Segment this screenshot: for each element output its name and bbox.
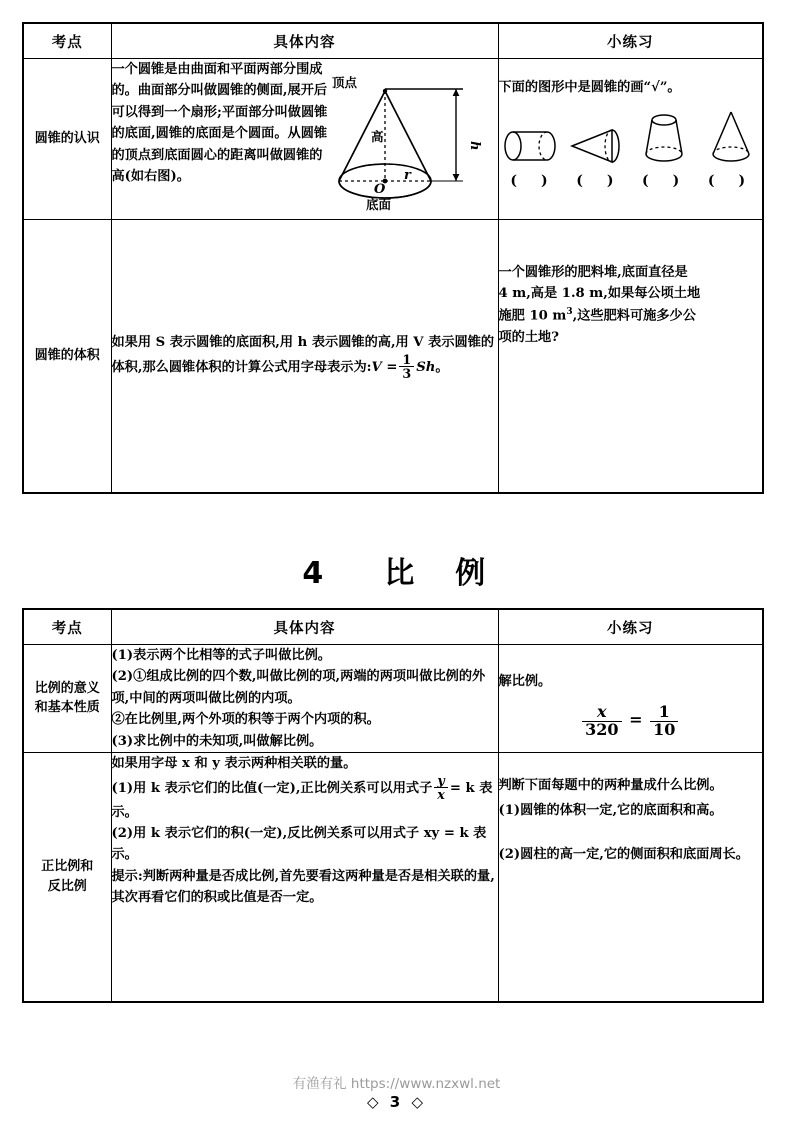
judge-item1: (1)圆锥的体积一定,它的底面积和高。 [498, 803, 723, 819]
equation-right-fraction [650, 704, 678, 738]
content-cone-recognition [111, 59, 498, 220]
answer-blank[interactable]: ( ) [510, 173, 553, 190]
frustum-shape-icon[interactable] [635, 110, 693, 166]
ratio-content-line: (2)①组成比例的四个数,叫做比例的项,两端的两项叫做比例的外项,中间的两项叫做比例的内项。 [111, 669, 486, 706]
answer-blanks [499, 170, 763, 193]
header-exercise: 小练习 [498, 23, 763, 59]
header-content: 具体内容 [111, 23, 498, 59]
exercise-prompt: 判断下面每题中的两种量成什么比例。 [498, 777, 723, 793]
section-number: 4 [302, 556, 329, 591]
page-number [0, 1093, 793, 1111]
formula-denominator: 3 [399, 366, 414, 380]
formula-fraction [399, 353, 414, 380]
answer-blank[interactable]: ( ) [642, 173, 685, 190]
content-direct-inverse-proportion [111, 752, 498, 1002]
cone-label-base: 底面 [365, 197, 391, 212]
answer-blank[interactable]: ( ) [576, 173, 619, 190]
topic-line: 比例的意义 [34, 680, 100, 696]
proportion-tip: 提示:判断两种量是否成比例,首先要看这两种量是否是相关联的量,其次再看它们的积或比值是否一定。 [111, 868, 495, 906]
table-row [23, 752, 763, 1002]
header-kaodian: 考点 [23, 23, 111, 59]
exercise-cone-recognition [498, 59, 763, 220]
content-cone-volume [111, 220, 498, 494]
ratio-knowledge-table [22, 608, 764, 1003]
exercise-prompt: 解比例。 [498, 674, 552, 689]
ratio-content-line: (3)求比例中的未知项,叫做解比例。 [111, 733, 323, 749]
proportion-intro: 如果用字母 x 和 y 表示两种相关联的量。 [111, 755, 357, 771]
cone-recognition-text: 一个圆锥是由曲面和平面两部分围成的。曲面部分叫做圆锥的侧面,展开后可以得到一个扇形;平面部分叫做圆锥的底面,圆锥的底面是个圆面。从圆锥的顶点到底面圆心的距离叫做圆锥的高(如右图)。 [111, 62, 328, 184]
proportion-item1-b: = k 表示。 [111, 781, 493, 820]
answer-blank[interactable]: ( ) [707, 173, 751, 190]
exercise-judge-proportion [498, 752, 763, 1002]
table-header-row [23, 23, 763, 59]
ratio-content-line: ②在比例里,两个外项的积等于两个内项的积。 [111, 712, 380, 728]
equation-right-numerator: 1 [658, 702, 670, 722]
cylinder-shape-icon[interactable] [501, 116, 559, 166]
cone-label-radius: r [403, 168, 411, 183]
equation-left-numerator: x [597, 702, 607, 722]
formula-rhs: Sh [416, 360, 436, 376]
table-row [23, 645, 763, 753]
page-number-value: 3 [389, 1093, 404, 1111]
cone-volume-text-prefix: 如果用 S 表示圆锥的底面积,用 h 表示圆锥的高,用 V 表示圆锥的体积,那么圆锥体积的计算公式用字母表示为: [111, 334, 495, 376]
section-name: 比 例 [384, 556, 491, 591]
cone-knowledge-table [22, 22, 764, 494]
proportion-item2: (2)用 k 表示它们的积(一定),反比例关系可以用式子 xy = k 表示。 [111, 825, 487, 863]
exercise-prompt: 下面的图形中是圆锥的画“√”。 [498, 80, 681, 95]
equation-equals-sign: = [629, 710, 643, 730]
cone-label-h: h [466, 141, 482, 151]
formula-lhs: V = [371, 360, 398, 376]
equation-left-denominator: 320 [582, 721, 621, 739]
cone-label-height: 高 [370, 129, 384, 144]
fertilizer-problem-line3-b: ,这些肥料可施多少公 [572, 308, 696, 324]
proportion-item1-a: (1)用 k 表示它们的比值(一定),正比例关系可以用式子 [111, 781, 433, 797]
page-marker-left: ◇ [367, 1093, 382, 1111]
header-content: 具体内容 [111, 609, 498, 645]
judge-item2: (2)圆柱的高一定,它的侧面积和底面周长。 [498, 846, 749, 862]
fertilizer-problem-line4: 项的土地? [498, 329, 559, 345]
formula-numerator: 1 [402, 352, 412, 368]
topic-line: 反比例 [47, 878, 87, 894]
watermark: 有渔有礼 https://www.nzxwl.net [292, 1076, 501, 1092]
cone-upright-shape-icon[interactable] [702, 108, 760, 166]
topic-ratio-meaning [23, 645, 111, 753]
topic-cone-recognition: 圆锥的认识 [23, 59, 111, 220]
header-kaodian: 考点 [23, 609, 111, 645]
topic-line: 正比例和 [41, 859, 94, 875]
equation-left-fraction [582, 704, 621, 738]
fertilizer-problem-line2: 4 m,高是 1.8 m,如果每公顷土地 [498, 286, 701, 302]
proportion-item1 [112, 774, 498, 823]
ratio-content-line: (1)表示两个比相等的式子叫做比例。 [111, 648, 331, 663]
cubic-meter-superscript: 3 [566, 306, 573, 317]
cone-sideways-shape-icon[interactable] [568, 116, 626, 166]
cone-label-center: O [373, 182, 385, 197]
yx-numerator: y [437, 773, 445, 789]
exercise-cone-volume [498, 220, 763, 494]
table-row [23, 59, 763, 220]
topic-cone-volume: 圆锥的体积 [23, 220, 111, 494]
proportion-equation [499, 704, 763, 738]
cone-diagram-svg [330, 69, 482, 219]
header-exercise: 小练习 [498, 609, 763, 645]
yx-fraction [434, 774, 448, 801]
section-title [0, 548, 793, 592]
exercise-solve-proportion [498, 645, 763, 753]
fertilizer-problem-line3 [499, 305, 763, 327]
table-header-row [23, 609, 763, 645]
topic-direct-inverse-proportion [23, 752, 111, 1002]
content-ratio-meaning [111, 645, 498, 753]
shape-options [499, 108, 763, 166]
page-marker-right: ◇ [411, 1093, 426, 1111]
table-row [23, 220, 763, 494]
cone-volume-text [112, 332, 498, 381]
cone-diagram [330, 69, 498, 219]
equation-right-denominator: 10 [650, 721, 678, 739]
formula-period: 。 [435, 360, 449, 376]
yx-denominator: x [434, 787, 448, 801]
fertilizer-problem-line3-a: 施肥 10 m [498, 308, 567, 324]
fertilizer-problem-line1: 一个圆锥形的肥料堆,底面直径是 [498, 265, 688, 280]
cone-label-apex: 顶点 [331, 75, 357, 90]
topic-line: 和基本性质 [34, 700, 100, 716]
